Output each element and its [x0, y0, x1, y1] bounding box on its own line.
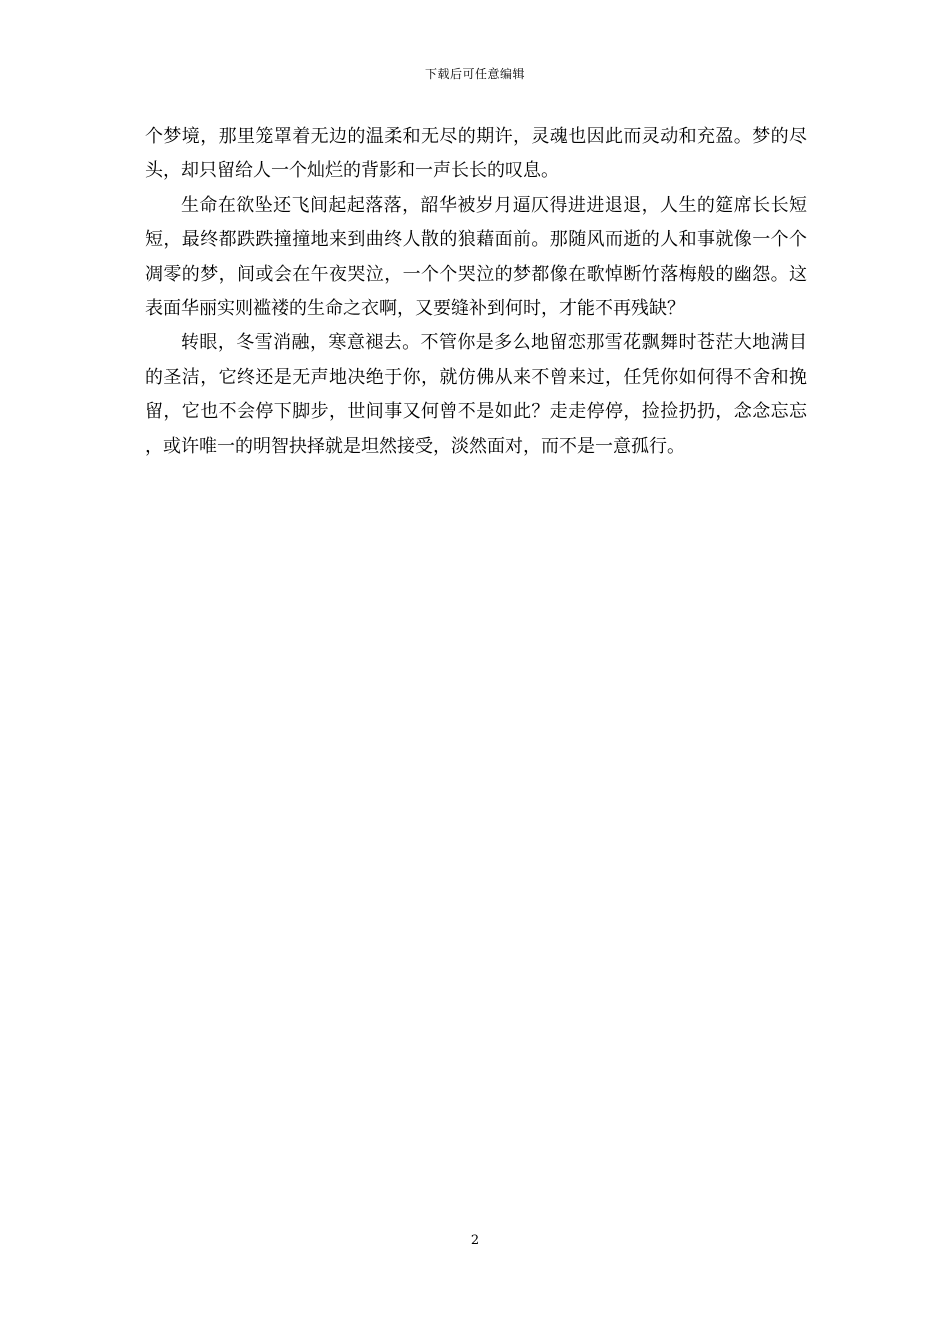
paragraph-1: 个梦境，那里笼罩着无边的温柔和无尽的期许，灵魂也因此而灵动和充盈。梦的尽头，却只留给人一个灿烂的背影和一声长长的叹息。 [145, 126, 807, 182]
page-number: 2 [470, 1233, 480, 1248]
paragraph-2: 生命在欲坠还飞间起起落落，韶华被岁月逼仄得进进退退，人生的筵席长长短短，最终都跌跌撞撞地来到曲终人散的狼藉面前。那随风而逝的人和事就像一个个凋零的梦，间或会在午夜哭泣，一个个哭泣的梦都像在歌悼断竹落梅般的幽怨。这表面华丽实则褴褛的生命之衣啊，又要缝补到何时，才能不再残缺？ [145, 194, 807, 320]
body-text [145, 120, 807, 464]
paragraph-3: 转眼，冬雪消融，寒意褪去。不管你是多么地留恋那雪花飘舞时苍茫大地满目的圣洁，它终还是无声地决绝于你，就仿佛从来不曾来过，任凭你如何得不舍和挽留，它也不会停下脚步，世间事又何曾不是如此？走走停停，捡捡扔扔，念念忘忘，或许唯一的明智抉择就是坦然接受，淡然面对，而不是一意孤行。 [145, 332, 807, 457]
page-header: 下载后可任意编辑 [424, 67, 525, 81]
